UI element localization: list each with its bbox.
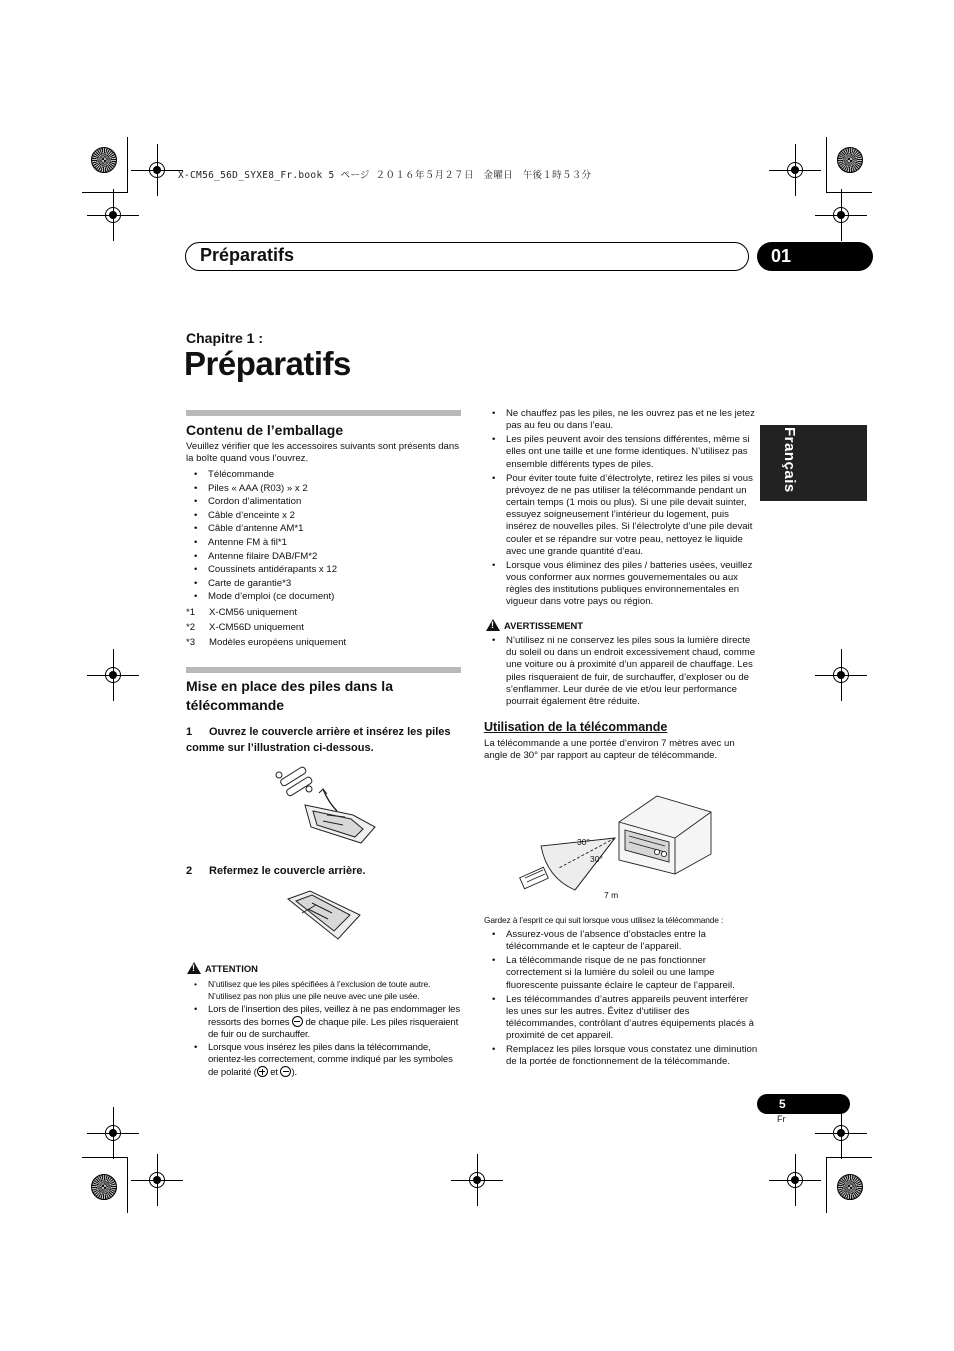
remote-use-list	[484, 929, 762, 1070]
registration-mark	[113, 1133, 114, 1134]
list-item: • Télécommande	[186, 469, 464, 481]
registration-mark	[477, 1180, 478, 1181]
footnote: *1 X-CM56 uniquement	[186, 607, 297, 618]
list-item: • N’utilisez que les piles spécifiées à l’exclusion de toute autre. N’utilisez pas non plus une pile neuve avec une pile usée.	[186, 978, 464, 1002]
footnote: *2 X-CM56D uniquement	[186, 622, 304, 633]
language-tab	[760, 425, 867, 501]
plus-polarity-icon	[257, 1066, 268, 1077]
language-tab-label: Français	[781, 427, 798, 493]
crop-line	[826, 1157, 827, 1213]
diagram-label-angle-2: 30°	[590, 854, 603, 864]
crop-line	[82, 192, 128, 193]
warning-triangle-icon	[486, 619, 500, 631]
list-item: • Remplacez les piles lorsque vous constatez une diminution de la portée de fonctionnement de la télécommande.	[484, 1044, 762, 1068]
section-divider	[186, 410, 461, 416]
page-language-code: Fr	[777, 1114, 786, 1124]
battery-precautions-list	[484, 408, 760, 610]
minus-polarity-icon	[280, 1066, 291, 1077]
list-item: • Assurez-vous de l’absence d’obstacles entre la télécommande et le capteur de l’appareil.	[484, 929, 762, 953]
registration-mark	[157, 170, 158, 171]
battery-insert-illustration	[265, 765, 380, 845]
section-heading-batteries: Mise en place des piles dans la télécommande	[186, 678, 393, 713]
list-item: • Mode d’emploi (ce document)	[186, 591, 464, 603]
step-2: 2 Refermez le couvercle arrière.	[186, 865, 366, 877]
list-item: • Lorsque vous éliminez des piles / batteries usées, veuillez vous conformer aux normes gouvernementales ou aux règles des institutions publiques environnementales en vigueur dans votre pays ou région.	[484, 560, 760, 609]
chapter-number-badge: 01	[757, 242, 873, 271]
step-1: 1 Ouvrez le couvercle arrière et insérez les piles comme sur l’illustration ci-dessous.	[186, 726, 451, 754]
crop-line	[826, 1157, 872, 1158]
minus-terminal-icon	[292, 1016, 303, 1027]
list-item: • Antenne filaire DAB/FM*2	[186, 551, 464, 563]
registration-mark	[795, 1180, 796, 1181]
registration-mark	[841, 1133, 842, 1134]
remote-range-diagram	[515, 782, 720, 902]
footnotes	[186, 605, 464, 650]
remote-use-intro: La télécommande a une portée d’environ 7 mètres avec un angle de 30° par rapport au capteur de télécommande.	[484, 738, 735, 761]
registration-mark	[157, 1180, 158, 1181]
remote-use-note: Gardez à l’esprit ce qui suit lorsque vous utilisez la télécommande :	[484, 915, 724, 925]
list-item: • Cordon d’alimentation	[186, 496, 464, 508]
crop-line	[826, 192, 872, 193]
list-item: • Câble d’antenne AM*1	[186, 523, 464, 535]
header-title: Préparatifs	[200, 245, 295, 265]
section-heading-remote-use: Utilisation de la télécommande	[484, 720, 668, 734]
diagram-label-angle-1: 30°	[577, 837, 590, 847]
list-item: • Les télécommandes d’autres appareils peuvent interférer les unes sur les autres. Évitez d’utiliser des télécommandes, contrôlant d’autres équipements placés à proximité de cet appareil.	[484, 994, 762, 1043]
chapter-label: Chapitre 1 :	[186, 330, 264, 346]
battery-cover-illustration	[282, 887, 364, 943]
contents-list	[186, 469, 464, 605]
warning-heading: ! AVERTISSEMENT	[486, 619, 583, 631]
list-item: • Les piles peuvent avoir des tensions différentes, même si elles ont une taille et une forme identiques. N’utilisez pas ensemble différents types de piles.	[484, 434, 760, 471]
attention-list	[186, 978, 464, 1081]
chapter-title: Préparatifs	[184, 345, 351, 382]
section-divider	[186, 667, 461, 673]
list-item: • Ne chauffez pas les piles, ne les ouvrez pas et ne les jetez pas au feu ou dans l’eau.	[484, 408, 760, 432]
registration-burst-bottom-left	[91, 1174, 117, 1200]
list-item: • Antenne FM à fil*1	[186, 537, 464, 549]
warning-triangle-icon	[187, 962, 201, 974]
page-number-badge: 5	[757, 1094, 850, 1114]
list-item: • Carte de garantie*3	[186, 578, 464, 590]
list-item: • N’utilisez ni ne conservez les piles sous la lumière directe du soleil ou dans un endroit excessivement chaud, comme une voiture ou à proximité d’un appareil de chauffage. Les piles risqueraient de fuir, de surchauffer, d’exploser ou de s’enflammer. Leur durée de vie et/ou leur performance pourrait également être réduite.	[484, 635, 760, 708]
file-info-line: X-CM56_56D_SYXE8_Fr.book 5 ページ ２０１６年５月２７日 金曜日 午後１時５３分	[178, 170, 592, 181]
registration-mark	[795, 170, 796, 171]
crop-line	[82, 1157, 128, 1158]
registration-mark	[113, 675, 114, 676]
list-item: • Câble d’enceinte x 2	[186, 510, 464, 522]
section-heading-contents: Contenu de l’emballage	[186, 422, 344, 438]
list-item: • Pour éviter toute fuite d’électrolyte, retirez les piles si vous prévoyez de ne pas utiliser la télécommande pendant un certain temps (1 mois ou plus). Si une pile devait suinter, essuyez soigneusement l’intérieur du logement, puis insérez de nouvelles piles. Si l’électrolyte d’une pile devait couler et se répandre sur votre peau, nettoyez le liquide avec une grande quantité d’eau.	[484, 473, 760, 558]
registration-burst-bottom-right	[837, 1174, 863, 1200]
registration-burst-top-left	[91, 147, 117, 173]
diagram-label-distance: 7 m	[604, 890, 619, 900]
registration-mark	[841, 215, 842, 216]
list-item: • Coussinets antidérapants x 12	[186, 564, 464, 576]
warning-list	[484, 635, 760, 710]
footnote: *3 Modèles européens uniquement	[186, 637, 347, 648]
list-item: • Piles « AAA (R03) » x 2	[186, 483, 464, 495]
list-item: • Lorsque vous insérez les piles dans la télécommande, orientez-les correctement, comme indiqué par les symboles de polarité ( et ).	[186, 1042, 464, 1079]
registration-burst-top-right	[837, 147, 863, 173]
list-item: • Lors de l’insertion des piles, veillez à ne pas endommager les ressorts des bornes de chaque pile. Les piles risqueraient de fuir ou de surchauffer.	[186, 1004, 464, 1041]
contents-intro: Veuillez vérifier que les accessoires suivants sont présents dans la boîte quand vous l’ouvrez.	[186, 441, 460, 464]
registration-mark	[841, 675, 842, 676]
crop-line	[127, 137, 128, 193]
crop-line	[127, 1157, 128, 1213]
registration-mark	[113, 215, 114, 216]
attention-heading: ! ATTENTION	[187, 962, 258, 974]
crop-line	[826, 137, 827, 193]
list-item: • La télécommande risque de ne pas fonctionner correctement si la lumière du soleil ou une lampe fluorescente puissante éclaire le capteur de l’appareil.	[484, 955, 762, 992]
